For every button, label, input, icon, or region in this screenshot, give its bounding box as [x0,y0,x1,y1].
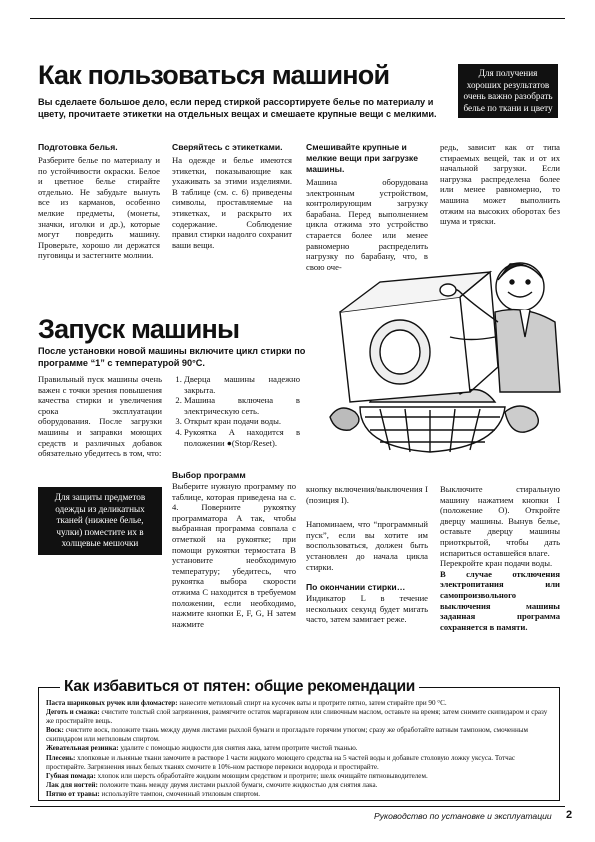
start-checklist [170,374,300,448]
checklist-item: 4. Рукоятка A находится в положении ●(Stop/Reset). [184,427,300,448]
column-program-selection [172,470,296,629]
stain-tip-item: Деготь и смазка: счистите толстый слой загрязнения, размягчите остаток маргарином или сливочным маслом, оставьте на время; затем снимите скипидаром и сразу же простирайте вещь. [46,708,548,726]
footer-rule [30,806,565,807]
heading-preparation: Подготовка белья. [38,142,118,152]
text-power-button: кнопку включения/выключения I (позиция I). [306,484,428,505]
stain-tip-item: Губная помада: хлопок или шерсть обработайте жидким моющим средством и протрите; шелк очищайте пятновыводителем. [46,771,428,780]
checklist-item: 1. Дверца машины надежно закрыта. [184,374,300,395]
tip-box-sorting: Для получения хороших результатов очень важно разобрать белье по ткани и цвету [458,64,558,118]
column-start-continued [306,484,428,625]
stain-tip-item: Пятно от травы: используйте тампон, смоченный этиловым спиртом. [46,789,260,798]
text-after-wash: Выключите стиральную машину нажатием кнопки I (положение O). Откройте дверцу машины. Вынув белье, оставьте дверцу машины приоткрытой, чтобы дать испариться оставшейся влаге. [440,484,560,558]
text-preparation: Разберите белье по материалу и по устойчивости окраски. Белое и цветное белье стирайте отдельно. Не забудьте вынуть все из карманов, особенно мелкие предметы, (монеты, значки, иголки и др.), которые могут повредить машину. Проверьте, хорошо ли держатся пуговицы и застегните молнии. [38,155,160,261]
stain-tip-item: Паста шариковых ручек или фломастер: нанесите метиловый спирт на кусочек ваты и протрите пятно, затем стирайте при 90 °С. [46,699,447,707]
stain-tip-item: Воск: счистите воск, положите ткань между двумя листами рыхлой бумаги и прогладьте горячим утюгом; сразу же обработайте ватным тампоном, смоченным скипидаром или метиловым спиртом. [46,726,529,744]
section1-lead: Вы сделаете большое дело, если перед стиркой рассортируете белье по материалу и цвету, прочитаете этикетки на отдельных вещах и смешаете крупные вещи с мелкими. [38,97,437,119]
heading-program-selection: Выбор программ [172,470,246,480]
text-mixing: Машина оборудована электронным устройством, контролирующим загрузку барабана. Перед выполнением цикла отжима это устройство старается более или менее равномерно распределить нагрузку по барабану, что, в свою оче- [306,177,428,272]
text-mixing-continued: редь, зависит как от типа стираемых вещей, так и от их начальной загрузки. Если нагрузка распределена более или менее равномерно, то машина может выполнить отжим на высоких оборотах без шума и тряски. [440,142,560,227]
page-number: 2 [566,809,573,821]
text-close-water-tap: Перекройте кран подачи воды. [440,558,553,569]
text-delayed-start: Напоминаем, что “программный пуск”, если вы хотите им воспользоваться, должен быть установлен до начала цикла стирки. [306,519,428,572]
column-labels [172,142,292,250]
stain-tip-item: Жевательная резинка: удалите с помощью жидкости для снятия лака, затем протрите чистой тканью. [46,744,358,753]
tip-box-delicates: Для защиты предметов одежды из деликатных тканей (нижнее белье, чулки) поместите их в холщевые мешочки [38,487,162,555]
footer-manual-title: Руководство по установке и эксплуатации [374,811,552,821]
text-end-of-wash: Индикатор L в течение нескольких секунд будет мигать часто, затем замигает реже. [306,593,428,625]
section2-lead: После установки новой машины включите цикл стирки по программе “1” с температурой 90°С. [38,346,306,368]
top-rule [30,18,565,19]
heading-mixing: Смешивайте крупные и мелкие вещи при загрузке машины. [306,142,418,174]
heading-labels: Сверяйтесь с этикетками. [172,142,283,152]
column-preparation [38,142,160,261]
heading-end-of-wash: По окончании стирки… [306,582,406,593]
text-start-intro: Правильный пуск машины очень важен с точки зрения повышения качества стирки и увеличения срока эксплуатации оборудования. После загрузки машины и заправки моющих средств и различных добавок обязательно убедитесь в том, что: [38,374,162,459]
section-title-start: Запуск машины [38,314,240,344]
stain-tips-list [46,699,554,799]
man-with-washing-machine-illustration [320,242,565,467]
text-power-failure: В случае отключения электропитания или самопроизвольного выключения машины заданная программа сохраняется в памяти. [440,568,560,632]
stain-tip-item: Плесень: хлопковые и льняные ткани замочите в растворе 1 части жидкого моющего средства на 5 частей воды и добавьте столовую ложку уксуса. Тотчас простирайте. Загрязнения иных белых тканях смочите в 10%-ном растворе перекиси водорода и простирайте. [46,753,516,771]
stain-tips-title: Как избавиться от пятен: общие рекомендации [60,678,419,696]
checklist-item: 2. Машина включена в электрическую сеть. [184,395,300,416]
stain-tip-item: Лак для ногтей: положите ткань между двумя листами рыхлой бумаги, смочите жидкостью для снятия лака. [46,780,378,789]
section-title-usage: Как пользоваться машиной [38,60,390,90]
text-program-selection: Выберите нужную программу по таблице, которая приведена на с. 4. Поверните рукоятку программатора A так, чтобы выбранная программа совпала с отметкой на рукоятке; при помощи рукоятки термостата B установите необходимую температуру; убедитесь, что рукоятка выбора скорости отжима C находится в требуемом положении, если необходимо, нажмите кнопки E, F, G, H затем нажмите [172,481,296,629]
text-labels: На одежде и белье имеются этикетки, показывающие как ухаживать за этими изделиями. В таблице (см. с. 6) приведены символы, проставляемые на этикетках, и раскрыто их содержание. Соблюдение правил стирки надолго сохранит ваши вещи. [172,155,292,250]
checklist-item: 3. Открыт кран подачи воды. [184,416,300,427]
column-after-wash [440,484,560,632]
